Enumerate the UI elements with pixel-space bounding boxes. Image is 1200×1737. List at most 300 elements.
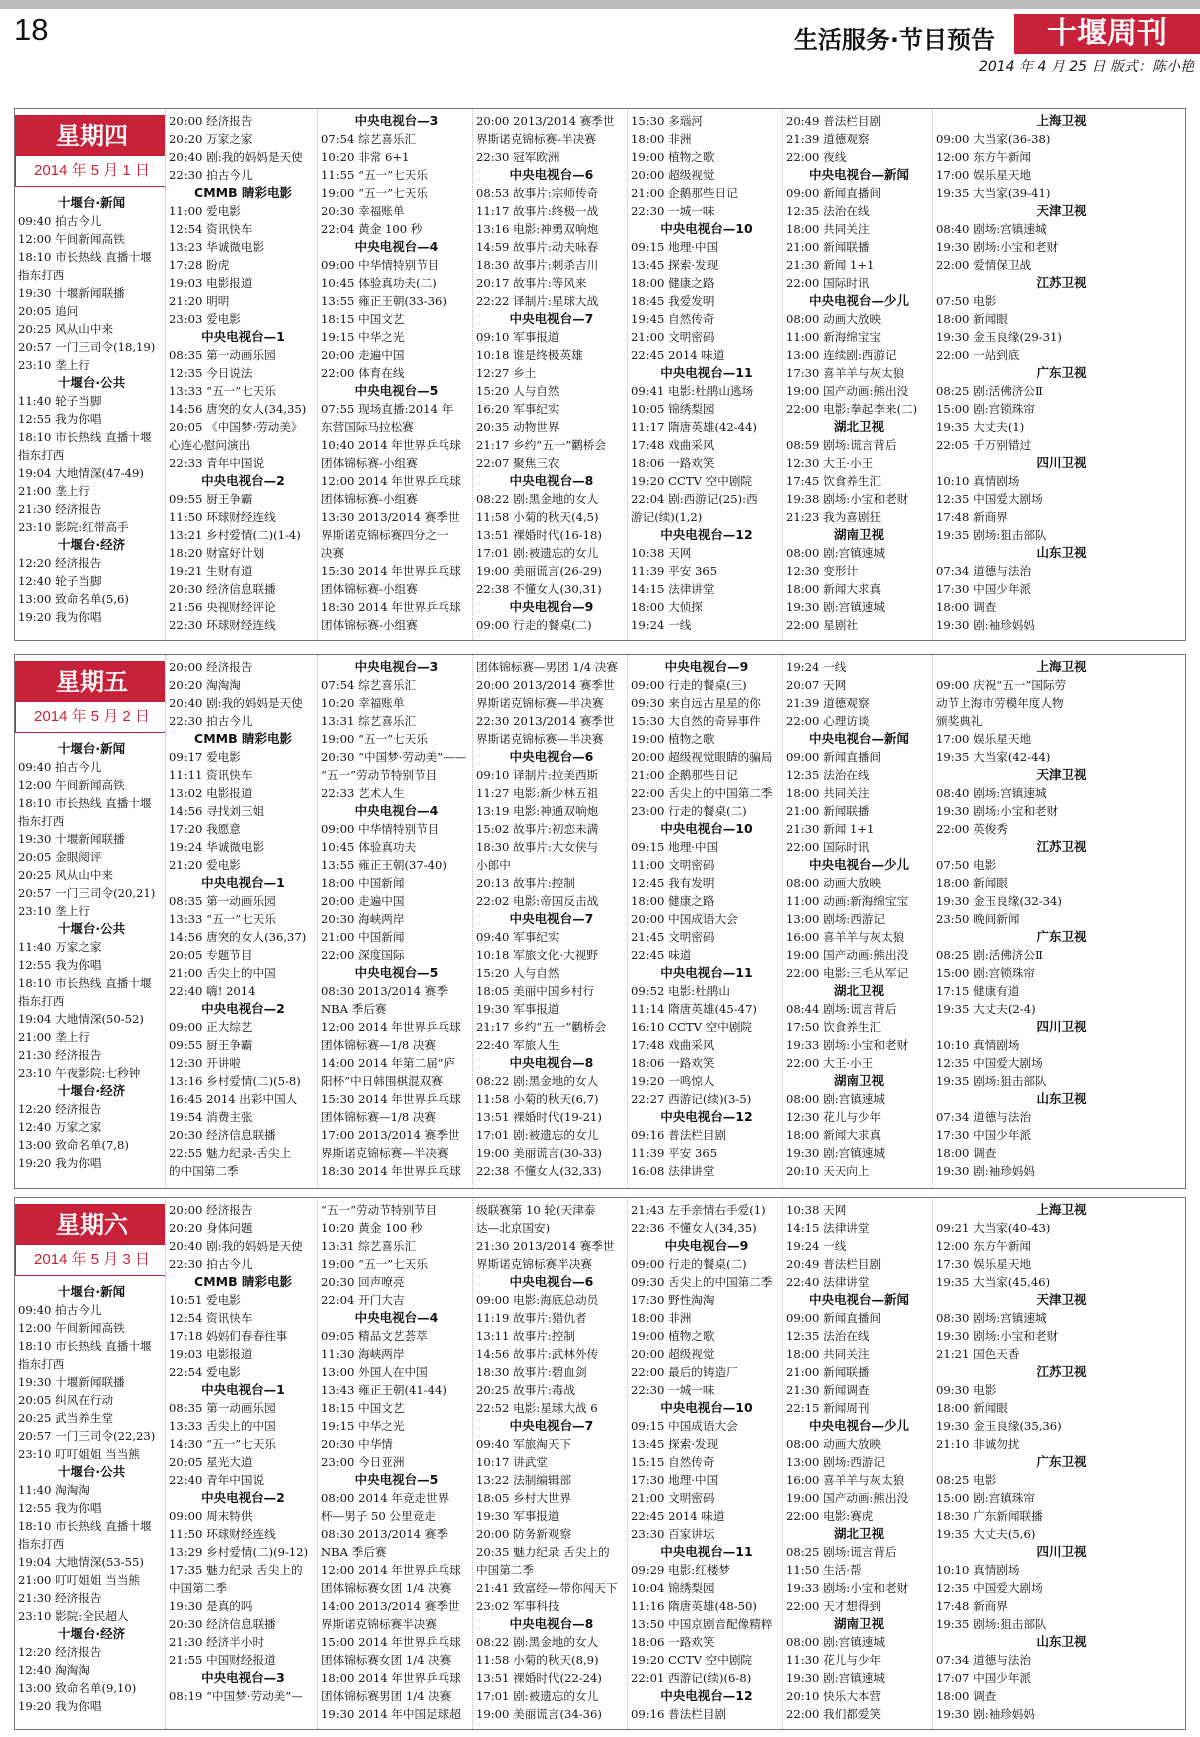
program-entry: 东营国际马拉松赛 xyxy=(321,420,414,434)
channel-header: 上海卫视 xyxy=(1036,113,1087,128)
day-date: 2014 年 5 月 3 日 xyxy=(34,1251,150,1268)
program-entry: 11:40 淘淘淘 xyxy=(18,1483,90,1497)
program-entry: 09:55 厨王争霸 xyxy=(169,1038,253,1052)
program-entry: 22:00 英俊秀 xyxy=(936,822,1008,836)
program-entry: 19:30 剧:宫镇速城 xyxy=(786,1671,885,1685)
program-entry: 18:45 我爱发明 xyxy=(631,294,715,308)
program-entry: 12:35 中国爱大剧场 xyxy=(936,1581,1043,1595)
program-entry: 22:30 2013/2014 赛季世 xyxy=(476,714,615,728)
channel-header: CMMB 睛彩电影 xyxy=(194,1274,292,1289)
program-entry: 11:55 “五一”七天乐 xyxy=(321,168,428,182)
program-entry: 18:06 一路欢笑 xyxy=(631,1056,715,1070)
program-entry: 16:20 军事纪实 xyxy=(476,402,560,416)
program-entry: 22:05 千万别错过 xyxy=(936,438,1032,452)
program-entry: 19:00 植物之歌 xyxy=(631,732,715,746)
schedule-column xyxy=(165,109,317,640)
program-entry: 13:00 致命名单(9,10) xyxy=(18,1681,137,1695)
program-entry: 09:21 大当家(40-43) xyxy=(936,1221,1051,1235)
channel-header: 中央电视台—10 xyxy=(660,821,753,836)
program-entry: 12:20 经济报告 xyxy=(18,1102,102,1116)
program-entry: 09:00 新闻直播间 xyxy=(786,186,882,200)
schedule-column xyxy=(932,109,1187,640)
program-entry: 12:40 万家之家 xyxy=(18,1120,102,1134)
day-label-box xyxy=(15,1204,165,1276)
program-entry: 21:17 乡约“五一”鹳桥会 xyxy=(476,1020,607,1034)
program-entry: 14:30 “五一”七天乐 xyxy=(169,1437,276,1451)
program-entry: 23:10 垄上行 xyxy=(18,904,90,918)
program-entry: 13:30 2013/2014 赛季世 xyxy=(321,510,460,524)
program-entry: 19:30 十堰新闻联播 xyxy=(18,1375,125,1389)
channel-header: 中央电视台—7 xyxy=(509,1418,594,1433)
channel-header: 中央电视台—新闻 xyxy=(808,167,909,182)
program-entry: 14:15 法律讲堂 xyxy=(631,582,715,596)
program-entry: 18:10 市长热线 直播十堰 xyxy=(18,1339,152,1353)
schedule-column xyxy=(15,655,165,1188)
program-entry: 10:38 天网 xyxy=(631,546,692,560)
program-entry: 23:00 行走的餐桌(二) xyxy=(631,804,747,818)
program-entry: 13:51 裸婚时代(19-21) xyxy=(476,1110,602,1124)
program-entry: 09:30 来自远古星星的你 xyxy=(631,696,761,710)
program-entry: 13:45 探索·发现 xyxy=(631,258,719,272)
program-entry: 18:10 市长热线 直播十堰 xyxy=(18,796,152,810)
program-entry: 17:35 魅力纪录 舌尖上的 xyxy=(169,1563,303,1577)
program-entry: 20:30 幸福账单 xyxy=(321,204,405,218)
program-entry: 20:57 一门三司令(20,21) xyxy=(18,886,156,900)
schedule-column xyxy=(932,1198,1187,1729)
program-entry: 17:01 剧:被遗忘的女儿 xyxy=(476,546,599,560)
program-entry: 09:00 行走的餐桌(三) xyxy=(631,678,747,692)
program-entry: 08:00 2014 年竞走世界 xyxy=(321,1491,450,1505)
program-entry: 21:41 致富经—带你闯天下 xyxy=(476,1581,618,1595)
program-entry: 指东打西 xyxy=(18,1537,65,1551)
program-entry: 21:20 爱电影 xyxy=(169,858,241,872)
program-entry: 15:00 剧:宫镇珠帘 xyxy=(936,1491,1035,1505)
program-entry: 20:10 天天向上 xyxy=(786,1164,870,1178)
program-entry: 08:25 剧:活佛济公Ⅱ xyxy=(936,384,1043,398)
program-entry: 20:05 星光大道 xyxy=(169,1455,253,1469)
program-entry: 18:00 新闻大求真 xyxy=(786,582,882,596)
program-entry: 18:00 新闻大求真 xyxy=(786,1128,882,1142)
program-entry: 19:00 植物之歌 xyxy=(631,1329,715,1343)
program-entry: 18:10 市长热线 直播十堰 xyxy=(18,976,152,990)
program-entry: 10:18 军旅文化·大视野 xyxy=(476,948,598,962)
program-entry: 19:33 剧场:小宝和老财 xyxy=(786,1038,909,1052)
program-entry: 17:48 新商界 xyxy=(936,510,1008,524)
program-entry: 11:14 隋唐英雄(45-47) xyxy=(631,1002,757,1016)
program-entry: 09:05 精品文艺荟萃 xyxy=(321,1329,428,1343)
program-entry: 19:04 大地情深(50-52) xyxy=(18,1012,144,1026)
program-entry: 19:45 自然传奇 xyxy=(631,312,715,326)
program-entry: 13:31 综艺喜乐汇 xyxy=(321,714,417,728)
program-entry: 15:30 多瑙河 xyxy=(631,114,703,128)
program-entry: 19:35 大丈夫(5,6) xyxy=(936,1527,1036,1541)
day-title: 星期四 xyxy=(16,116,165,156)
channel-header: 中央电视台—7 xyxy=(509,911,594,926)
program-entry: 19:03 电影报道 xyxy=(169,1347,253,1361)
program-entry: 22:00 星剧社 xyxy=(786,618,858,632)
program-entry: 12:55 我为你唱 xyxy=(18,1501,102,1515)
program-entry: 16:45 2014 出彩中国人 xyxy=(169,1092,298,1106)
channel-header: 湖南卫视 xyxy=(833,527,884,542)
channel-header: 广东卫视 xyxy=(1036,365,1087,380)
program-entry: 09:00 行走的餐桌(二) xyxy=(476,618,592,632)
program-entry: 18:30 广东新闻联播 xyxy=(936,1509,1043,1523)
program-entry: 19:00 国产动画:熊出没 xyxy=(786,1491,909,1505)
program-entry: 22:55 魅力纪录-舌尖上 xyxy=(169,1146,292,1160)
program-entry: 09:52 电影:杜鹃山 xyxy=(631,984,730,998)
program-entry: 21:23 我为喜剧狂 xyxy=(786,510,882,524)
top-rule xyxy=(0,0,1200,9)
program-entry: 22:00 电影:三毛从军记 xyxy=(786,966,909,980)
program-entry: 11:19 故事片:猎仇者 xyxy=(476,1311,587,1325)
program-entry: 22:00 国际时讯 xyxy=(786,840,870,854)
program-entry: 21:30 经济半小时 xyxy=(169,1635,265,1649)
program-entry: 20:57 一门三司令(22,23) xyxy=(18,1429,156,1443)
program-entry: 15:30 大自然的奇异事件 xyxy=(631,714,761,728)
program-entry: 团体锦标赛—1/8 决赛 xyxy=(321,1110,437,1124)
program-entry: 17:18 妈妈们春春往事 xyxy=(169,1329,288,1343)
program-entry: 20:25 武当养生堂 xyxy=(18,1411,114,1425)
program-entry: 13:33 “五一”七天乐 xyxy=(169,384,276,398)
program-entry: 09:00 新闻直播间 xyxy=(786,1311,882,1325)
program-entry: 23:10 午夜影院:七秒钟 xyxy=(18,1066,141,1080)
program-entry: 23:50 晚间新闻 xyxy=(936,912,1020,926)
program-entry: 12:30 变形计 xyxy=(786,564,858,578)
program-entry: 19:24 华诚微电影 xyxy=(169,840,265,854)
day-section-saturday xyxy=(14,1197,1186,1730)
program-entry: 杯—男子 50 公里竞走 xyxy=(321,1509,436,1523)
program-entry: 20:30 中华情 xyxy=(321,1437,393,1451)
channel-header: CMMB 睛彩电影 xyxy=(194,731,292,746)
channel-header: 上海卫视 xyxy=(1036,659,1087,674)
program-entry: 10:10 真情剧场 xyxy=(936,1038,1020,1052)
program-entry: 12:20 经济报告 xyxy=(18,556,102,570)
program-entry: 13:00 致命名单(7,8) xyxy=(18,1138,129,1152)
program-entry: 13:11 故事片:控制 xyxy=(476,1329,575,1343)
schedule-column xyxy=(782,1198,932,1729)
program-entry: 中国第二季 xyxy=(169,1581,227,1595)
program-entry: 20:00 走遍中国 xyxy=(321,894,405,908)
program-entry: 22:30 拍古今儿 xyxy=(169,168,253,182)
program-entry: 16:10 CCTV 空中剧院 xyxy=(631,1020,753,1034)
program-entry: 12:27 乡土 xyxy=(476,366,537,380)
program-entry: 20:05 追问 xyxy=(18,304,79,318)
program-entry: 10:20 黄金 100 秒 xyxy=(321,1221,423,1235)
program-entry: 13:22 法制编辑部 xyxy=(476,1473,572,1487)
program-entry: 19:30 剧:袖珍妈妈 xyxy=(936,1707,1035,1721)
program-entry: 08:35 第一动画乐园 xyxy=(169,894,276,908)
program-entry: 团体锦标赛女团 1/4 决赛 xyxy=(321,1653,452,1667)
program-entry: 团体锦标赛-小组赛 xyxy=(321,582,418,596)
program-entry: 16:00 喜羊羊与灰太狼 xyxy=(786,1473,905,1487)
program-entry: 19:30 军事报道 xyxy=(476,1002,560,1016)
program-entry: 20:00 超级视觉 xyxy=(631,1347,715,1361)
program-entry: 12:35 今日说法 xyxy=(169,366,253,380)
program-entry: 16:08 法律讲堂 xyxy=(631,1164,715,1178)
program-entry: 19:20 我为你唱 xyxy=(18,610,102,624)
schedule-column xyxy=(627,109,782,640)
program-entry: 19:24 一线 xyxy=(786,660,847,674)
channel-header: 四川卫视 xyxy=(1036,1019,1087,1034)
program-entry: 20:00 中国成语大会 xyxy=(631,912,738,926)
program-entry: 21:30 新闻 1+1 xyxy=(786,258,875,272)
program-entry: 08:40 剧场:宫镇速城 xyxy=(936,222,1047,236)
channel-header: 十堰台·新闻 xyxy=(57,195,126,210)
program-entry: 08:00 动画大放映 xyxy=(786,876,882,890)
program-entry: 20:20 淘淘淘 xyxy=(169,678,241,692)
program-entry: 级联赛第 10 轮(天津泰 xyxy=(476,1203,596,1217)
program-entry: 21:30 2013/2014 赛季世 xyxy=(476,1239,615,1253)
program-entry: 15:00 2014 年世界乒乓球 xyxy=(321,1635,461,1649)
program-entry: 11:30 海峡两岸 xyxy=(321,1347,405,1361)
program-entry: 15:15 自然传奇 xyxy=(631,1455,715,1469)
program-entry: 12:40 淘淘淘 xyxy=(18,1663,90,1677)
program-entry: 19:03 电影报道 xyxy=(169,276,253,290)
program-entry: 12:45 我有发明 xyxy=(631,876,715,890)
program-entry: 指东打西 xyxy=(18,994,65,1008)
program-entry: 20:05 专题节目 xyxy=(169,948,253,962)
program-entry: 19:24 一线 xyxy=(786,1239,847,1253)
channel-header: 山东卫视 xyxy=(1036,545,1087,560)
program-entry: 12:35 中国爱大剧场 xyxy=(936,492,1043,506)
program-entry: 13:51 裸婚时代(16-18) xyxy=(476,528,602,542)
channel-header: 江苏卫视 xyxy=(1036,275,1087,290)
program-entry: 10:20 幸福账单 xyxy=(321,696,405,710)
program-entry: 08:35 第一动画乐园 xyxy=(169,348,276,362)
program-entry: 10:10 真情剧场 xyxy=(936,1563,1020,1577)
program-entry: 19:38 剧场:小宝和老财 xyxy=(786,492,909,506)
program-entry: 08:22 剧:黑金地的女人 xyxy=(476,1074,599,1088)
program-entry: 09:16 普法栏目剧 xyxy=(631,1707,727,1721)
program-entry: 团体锦标赛男团 1/4 决赛 xyxy=(321,1689,452,1703)
program-entry: 19:15 中华之光 xyxy=(321,330,405,344)
channel-header: 中央电视台—8 xyxy=(509,1055,594,1070)
program-entry: 中国第二季 xyxy=(476,1563,534,1577)
program-entry: 21:00 企鹅那些日记 xyxy=(631,186,738,200)
program-entry: 17:00 娱乐星天地 xyxy=(936,732,1032,746)
schedule-column xyxy=(627,1198,782,1729)
program-entry: 界斯诺克锦标赛半决赛 xyxy=(321,1617,437,1631)
program-entry: 18:06 一路欢笑 xyxy=(631,456,715,470)
program-entry: 22:00 天才想得到 xyxy=(786,1599,882,1613)
program-entry: 15:30 2014 年世界乒乓球 xyxy=(321,564,461,578)
program-entry: 13:00 剧场:西游记 xyxy=(786,912,885,926)
program-entry: 20:35 动物世界 xyxy=(476,420,560,434)
program-entry: 22:00 一站到底 xyxy=(936,348,1020,362)
program-entry: 团体锦标赛—1/8 决赛 xyxy=(321,1038,437,1052)
channel-header: 中央电视台—5 xyxy=(354,1472,439,1487)
program-entry: 指东打西 xyxy=(18,1357,65,1371)
program-entry: 12:30 开讲啦 xyxy=(169,1056,241,1070)
channel-header: 中央电视台—新闻 xyxy=(808,731,909,746)
program-entry: 20:05 《中国梦·劳动美》 xyxy=(169,420,303,434)
program-entry: 19:00 美丽谎言(30-33) xyxy=(476,1146,602,1160)
program-entry: 指东打西 xyxy=(18,448,65,462)
schedule-column xyxy=(472,1198,627,1729)
program-entry: 13:45 探索·发现 xyxy=(631,1437,719,1451)
program-entry: 20:30 回声嘹亮 xyxy=(321,1275,405,1289)
program-entry: 17:48 戏曲采风 xyxy=(631,438,715,452)
channel-header: 湖北卫视 xyxy=(833,419,884,434)
program-entry: 19:21 生财有道 xyxy=(169,564,253,578)
channel-header: 江苏卫视 xyxy=(1036,839,1087,854)
schedule-column xyxy=(165,1198,317,1729)
program-entry: 11:30 花儿与少年 xyxy=(786,1653,882,1667)
program-entry: 20:25 故事片:毒战 xyxy=(476,1383,575,1397)
channel-header: 中央电视台—1 xyxy=(201,1382,285,1397)
program-entry: 19:20 CCTV 空中剧院 xyxy=(631,1653,753,1667)
schedule-column xyxy=(472,655,627,1188)
program-entry: 界斯诺克锦标赛四分之一 xyxy=(321,528,449,542)
program-entry: 19:35 大当家(39-41) xyxy=(936,186,1051,200)
program-entry: 20:17 故事片:等风来 xyxy=(476,276,587,290)
program-entry: 19:30 剧场:小宝和老财 xyxy=(936,240,1059,254)
program-entry: 12:00 东方午新闻 xyxy=(936,150,1032,164)
program-entry: 18:00 新闻眼 xyxy=(936,876,1008,890)
program-entry: 22:40 嗨! 2014 xyxy=(169,984,256,998)
channel-header: 中央电视台—4 xyxy=(354,1310,439,1325)
program-entry: 22:00 舌尖上的中国第二季 xyxy=(631,786,773,800)
program-entry: 09:29 电影:红楼梦 xyxy=(631,1563,730,1577)
channel-header: 中央电视台—8 xyxy=(509,473,594,488)
channel-header: 中央电视台—5 xyxy=(354,383,439,398)
program-entry: 07:54 综艺喜乐汇 xyxy=(321,678,417,692)
program-entry: 12:20 经济报告 xyxy=(18,1645,102,1659)
program-entry: 10:17 讲武堂 xyxy=(476,1455,548,1469)
channel-header: 十堰台·公共 xyxy=(57,375,126,390)
program-entry: 18:20 财富好计划 xyxy=(169,546,265,560)
program-entry: 20:07 天网 xyxy=(786,678,847,692)
channel-header: 十堰台·经济 xyxy=(57,1083,126,1098)
program-entry: 21:43 左手亲情右手爱(1) xyxy=(631,1203,766,1217)
program-entry: 07:50 电影 xyxy=(936,294,997,308)
schedule-column xyxy=(782,109,932,640)
program-entry: 20:00 超级视觉眼睛的骗局 xyxy=(631,750,773,764)
program-entry: 17:01 剧:被遗忘的女儿 xyxy=(476,1128,599,1142)
program-entry: 22:00 深度国际 xyxy=(321,948,405,962)
program-entry: 11:00 动画:新海绵宝宝 xyxy=(786,894,909,908)
program-entry: 20:25 风从山中来 xyxy=(18,868,114,882)
program-entry: 09:10 军事报道 xyxy=(476,330,560,344)
program-entry: 09:16 普法栏目剧 xyxy=(631,1128,727,1142)
channel-header: 天津卫视 xyxy=(1036,1292,1087,1307)
program-entry: 12:30 花儿与少年 xyxy=(786,1110,882,1124)
program-entry: 18:15 中国文艺 xyxy=(321,1401,405,1415)
program-entry: 14:56 故事片:武林外传 xyxy=(476,1347,599,1361)
program-entry: 19:30 剧场:小宝和老财 xyxy=(936,804,1059,818)
program-entry: 17:01 剧:被遗忘的女儿 xyxy=(476,1689,599,1703)
program-entry: 23:10 影院:红带高手 xyxy=(18,520,129,534)
program-entry: 22:45 味道 xyxy=(631,948,692,962)
program-entry: 11:58 小菊的秋天(6,7) xyxy=(476,1092,599,1106)
channel-header: 中央电视台—11 xyxy=(660,365,753,380)
channel-header: 中央电视台—2 xyxy=(201,1001,285,1016)
program-entry: 19:30 剧:袖珍妈妈 xyxy=(936,1164,1035,1178)
program-entry: 21:30 新闻调查 xyxy=(786,1383,870,1397)
program-entry: 20:00 2013/2014 赛季世 xyxy=(476,114,615,128)
program-entry: 18:30 2014 年世界乒乓球 xyxy=(321,1164,461,1178)
program-entry: 团体锦标赛-小组赛 xyxy=(321,492,418,506)
program-entry: 13:31 综艺喜乐汇 xyxy=(321,1239,417,1253)
program-entry: 19:00 “五一”七天乐 xyxy=(321,1257,428,1271)
program-entry: 11:39 平安 365 xyxy=(631,564,718,578)
schedule-column xyxy=(15,1198,165,1729)
program-entry: 23:00 今日亚洲 xyxy=(321,1455,405,1469)
program-entry: 22:00 最后的铸造厂 xyxy=(631,1365,738,1379)
program-entry: 23:10 叮叮姐姐 当当熊 xyxy=(18,1447,140,1461)
channel-header: 中央电视台—11 xyxy=(660,1544,753,1559)
program-entry: 22:45 2014 味道 xyxy=(631,348,725,362)
program-entry: 21:39 道德观察 xyxy=(786,132,870,146)
program-entry: 21:20 明明 xyxy=(169,294,230,308)
program-entry: 17:48 戏曲采风 xyxy=(631,1038,715,1052)
program-entry: 22:22 译制片:星球大战 xyxy=(476,294,599,308)
program-entry: 21:21 国色天香 xyxy=(936,1347,1020,1361)
program-entry: 17:30 中国少年派 xyxy=(936,1128,1032,1142)
program-entry: 20:05 纠风在行动 xyxy=(18,1393,114,1407)
channel-header: 中央电视台—9 xyxy=(664,659,749,674)
program-entry: 11:39 平安 365 xyxy=(631,1146,718,1160)
program-entry: 08:00 动画大放映 xyxy=(786,1437,882,1451)
program-entry: 11:27 电影:新少林五祖 xyxy=(476,786,599,800)
schedule-column xyxy=(317,109,472,640)
program-entry: 08:59 剧场:谎言背后 xyxy=(786,438,897,452)
program-entry: 14:00 2014 年第二届“庐 xyxy=(321,1056,456,1070)
program-entry: 08:19 “中国梦·劳动美”— xyxy=(169,1689,303,1703)
program-entry: 颁奖典礼 xyxy=(936,714,983,728)
program-entry: 13:00 连续剧:西游记 xyxy=(786,348,897,362)
program-entry: 11:16 隋唐英雄(48-50) xyxy=(631,1599,757,1613)
program-entry: 12:35 中国爱大剧场 xyxy=(936,1056,1043,1070)
program-entry: 21:39 道德观察 xyxy=(786,696,870,710)
program-entry: 13:16 乡村爱情(二)(5-8) xyxy=(169,1074,301,1088)
program-entry: 20:57 一门三司令(18,19) xyxy=(18,340,156,354)
program-entry: 13:00 外国人在中国 xyxy=(321,1365,428,1379)
program-entry: 20:00 经济报告 xyxy=(169,660,253,674)
program-entry: 17:07 中国少年派 xyxy=(936,1671,1032,1685)
program-entry: 18:10 市长热线 直播十堰 xyxy=(18,1519,152,1533)
program-entry: 21:30 新闻 1+1 xyxy=(786,822,875,836)
program-entry: 09:10 译制片:拉美西斯 xyxy=(476,768,599,782)
program-entry: 09:00 新闻直播间 xyxy=(786,750,882,764)
program-entry: 12:00 东方午新闻 xyxy=(936,1239,1032,1253)
program-entry: 18:10 市长热线 直播十堰 xyxy=(18,430,152,444)
program-entry: 13:33 舌尖上的中国 xyxy=(169,1419,276,1433)
program-entry: 11:40 轮子当脚 xyxy=(18,394,102,408)
program-entry: 11:17 故事片:终极一战 xyxy=(476,204,599,218)
program-entry: 19:35 剧场:狙击部队 xyxy=(936,1617,1047,1631)
program-entry: 18:00 大侦探 xyxy=(631,600,703,614)
program-entry: 12:35 法治在线 xyxy=(786,204,870,218)
program-entry: 17:15 健康有道 xyxy=(936,984,1020,998)
channel-header: 四川卫视 xyxy=(1036,455,1087,470)
schedule-column xyxy=(472,109,627,640)
program-entry: 18:00 调查 xyxy=(936,1146,997,1160)
program-entry: 14:00 2013/2014 赛季世 xyxy=(321,1599,460,1613)
program-entry: 17:00 2013/2014 赛季世 xyxy=(321,1128,460,1142)
program-entry: NBA 季后赛 xyxy=(321,1002,387,1016)
channel-header: 湖南卫视 xyxy=(833,1073,884,1088)
program-entry: 团体锦标赛—男团 1/4 决赛 xyxy=(476,660,618,674)
program-entry: 10:40 2014 年世界乒乓球 xyxy=(321,438,461,452)
section-title: 生活服务·节目预告 xyxy=(793,26,995,54)
program-entry: 09:00 庆祝“五一”国际劳 xyxy=(936,678,1067,692)
program-entry: 09:15 地理·中国 xyxy=(631,240,719,254)
program-entry: 07:34 道德与法治 xyxy=(936,564,1032,578)
program-entry: 21:00 文明密码 xyxy=(631,1491,715,1505)
program-entry: 20:13 故事片:控制 xyxy=(476,876,575,890)
program-entry: 08:25 电影 xyxy=(936,1473,997,1487)
